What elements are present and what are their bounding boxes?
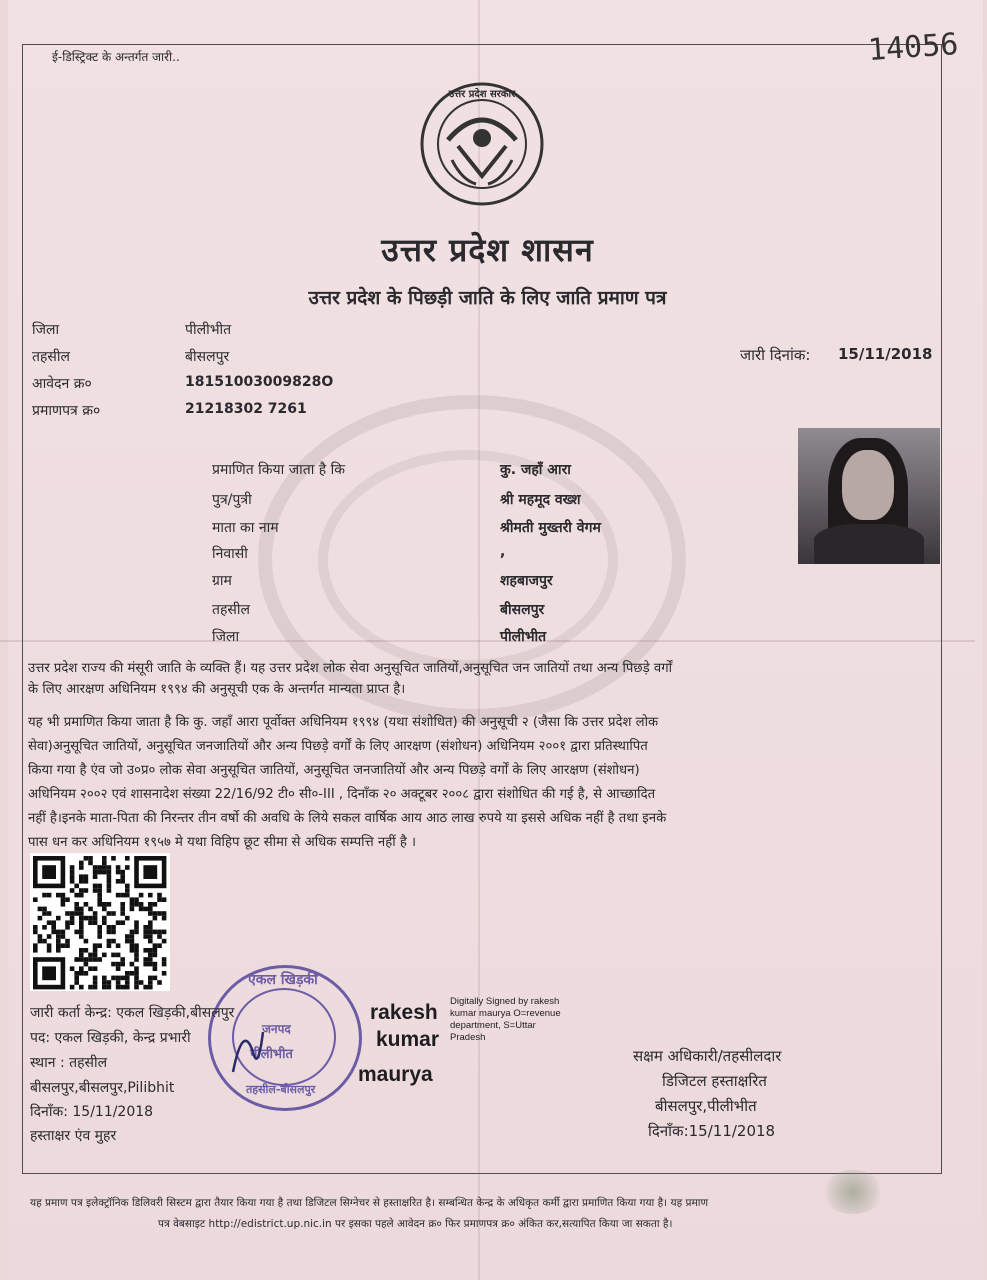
authority-digital-signed: डिजिटल हस्ताक्षरित [662,1072,767,1090]
meta-value-district: पीलीभीत [185,322,232,338]
stamp-text-top: एकल खिड़की [248,972,318,988]
meta-label-certificate-no: प्रमाणपत्र क्र० [32,403,101,419]
detail-value-mother: श्रीमती मुख्तरी वेगम [500,520,601,536]
meta-value-application-no: 18151003009828O [185,374,334,390]
photo-face [842,450,894,520]
body-line-7: नहीं है।इनके माता-पिता की निरन्तर तीन वर्षो की अवधि के लिये सकल वार्षिक आय आठ लाख रुपये या इससे अधिक नहीं है तथा इनके [28,811,667,826]
emblem-label: उत्तर प्रदेश सरकार [448,89,516,100]
detail-value-father: श्री महमूद वख्श [500,492,581,508]
stamp-text-bottom: तहसील-बीसलपुर [246,1083,316,1096]
detail-value-resident: , [500,544,506,560]
authority-location: बीसलपुर,पीलीभीत [655,1097,757,1115]
detail-label-resident: निवासी [212,546,248,562]
digital-signature-detail-4: Pradesh [450,1032,486,1043]
detail-label-district: जिला [212,629,240,645]
meta-value-certificate-no: 21218302 7261 [185,401,307,417]
qr-code-icon [30,853,170,991]
meta-label-district: जिला [32,322,60,338]
detail-label-tehsil: तहसील [212,602,250,618]
watermark-emblem-inner-icon [318,450,618,670]
digital-signature-detail-3: department, S=Uttar [450,1020,536,1031]
authority-date: दिनाँक:15/11/2018 [648,1122,776,1140]
body-line-5: किया गया है एंव जो उ०प्र० लोक सेवा अनुसूचित जातियों, अनुसूचित जनजातियों और अन्य पिछड़े वर्गों के लिए आरक्षण (संशोधन) [28,763,640,778]
handwritten-signature-icon [228,1012,268,1082]
digital-signature-name-2: kumar [376,1028,440,1051]
detail-value-name: कु. जहाँ आरा [500,462,571,478]
digital-signature-detail-2: kumar maurya O=revenue [450,1008,561,1019]
meta-label-tehsil: तहसील [32,349,70,365]
issuer-sign-label: हस्ताक्षर एंव मुहर [30,1128,117,1144]
authority-title: सक्षम अधिकारी/तहसीलदार [633,1047,782,1065]
issue-date-value: 15/11/2018 [838,345,933,363]
issuer-post: पद: एकल खिड़की, केन्द्र प्रभारी [30,1030,191,1046]
stamp-text-mid2: पीलीभीत [250,1047,293,1062]
footer-line-1: यह प्रमाण पत्र इलेक्ट्रॉनिक डिलिवरी सिस्टम द्वारा तैयार किया गया है तथा डिजिटल सिग्नेचर से हस्ताक्षरित है। सम्बन्धित केन्द्र के अधिकृत कर्मी द्वारा प्रमाणित किया गया है। यह प्रमाण [30,1197,709,1209]
meta-label-application-no: आवेदन क्र० [32,376,92,392]
detail-label-son-daughter: पुत्र/पुत्री [212,492,252,508]
issuer-address: बीसलपुर,बीसलपुर,Pilibhit [30,1080,175,1096]
header-note: ई-डिस्ट्रिक्ट के अन्तर्गत जारी.. [52,50,180,64]
page-subtitle: उत्तर प्रदेश के पिछड़ी जाति के लिए जाति प्रमाण पत्र [308,287,667,309]
footer-line-2: पत्र वेबसाइट http://edistrict.up.nic.in पर इसका पहले आवेदन क्र० फिर प्रमाणपत्र क्र० अंकित कर,सत्यापित किया जा सकता है। [158,1218,673,1230]
digital-signature-name-1: rakesh [370,1001,438,1024]
digital-signature-detail-1: Digitally Signed by rakesh [450,996,560,1007]
stamp-text-mid1: जनपद [262,1022,291,1036]
fingerprint-smudge-icon [822,1170,884,1214]
detail-label-mother: माता का नाम [212,520,279,536]
photo-body [814,524,924,564]
issuer-place: स्थान : तहसील [30,1055,108,1071]
meta-value-tehsil: बीसलपुर [185,349,230,365]
applicant-photo [798,428,940,564]
detail-value-tehsil: बीसलपुर [500,602,545,618]
body-line-6: अधिनियम २००२ एवं शासनादेश संख्या 22/16/92 टी० सी०-III , दिनाँक २० अक्टूबर २००८ द्वारा संशोधित की गई है, से आच्छादित [28,787,656,802]
qr-code [30,853,170,991]
body-line-1: उत्तर प्रदेश राज्य की मंसूरी जाति के व्यक्ति हैं। यह उत्तर प्रदेश लोक सेवा अनुसूचित जातियों,अनुसूचित जन जातियों तथा अन्य पिछड़े वर्गों [28,661,673,676]
detail-label-certify: प्रमाणित किया जाता है कि [212,462,346,478]
issue-date-label: जारी दिनांक: [740,346,811,364]
body-line-3: यह भी प्रमाणित किया जाता है कि कु. जहाँ आरा पूर्वोक्त अधिनियम १९९४ (यथा संशोधित) की अनुसूची २ (जैसा कि उत्तर प्रदेश लोक [28,715,659,730]
issuer-date: दिनाँक: 15/11/2018 [30,1104,154,1120]
page-title: उत्तर प्रदेश शासन [381,231,594,269]
issuer-kendra: जारी कर्ता केन्द्र: एकल खिड़की,बीसलपुर [30,1005,235,1021]
digital-signature-name-3: maurya [358,1063,433,1086]
body-line-8: पास धन कर अधिनियम १९५७ मे यथा विहिप छूट सीमा से अधिक सम्पत्ति नहीं है । [28,835,417,850]
body-line-2: के लिए आरक्षण अधिनियम १९९४ की अनुसूची एक के अन्तर्गत मान्यता प्राप्त है। [28,682,406,697]
body-line-4: सेवा)अनुसूचित जातियों, अनुसूचित जनजातियों और अन्य पिछड़े वर्गों के लिए आरक्षण (संशोधन) अधिनियम २००१ द्वारा प्रतिस्थापित [28,739,648,754]
handwritten-number: 14056 [866,26,960,69]
detail-value-village: शहबाजपुर [500,573,553,589]
detail-label-village: ग्राम [212,573,232,589]
detail-value-district: पीलीभीत [500,629,547,645]
